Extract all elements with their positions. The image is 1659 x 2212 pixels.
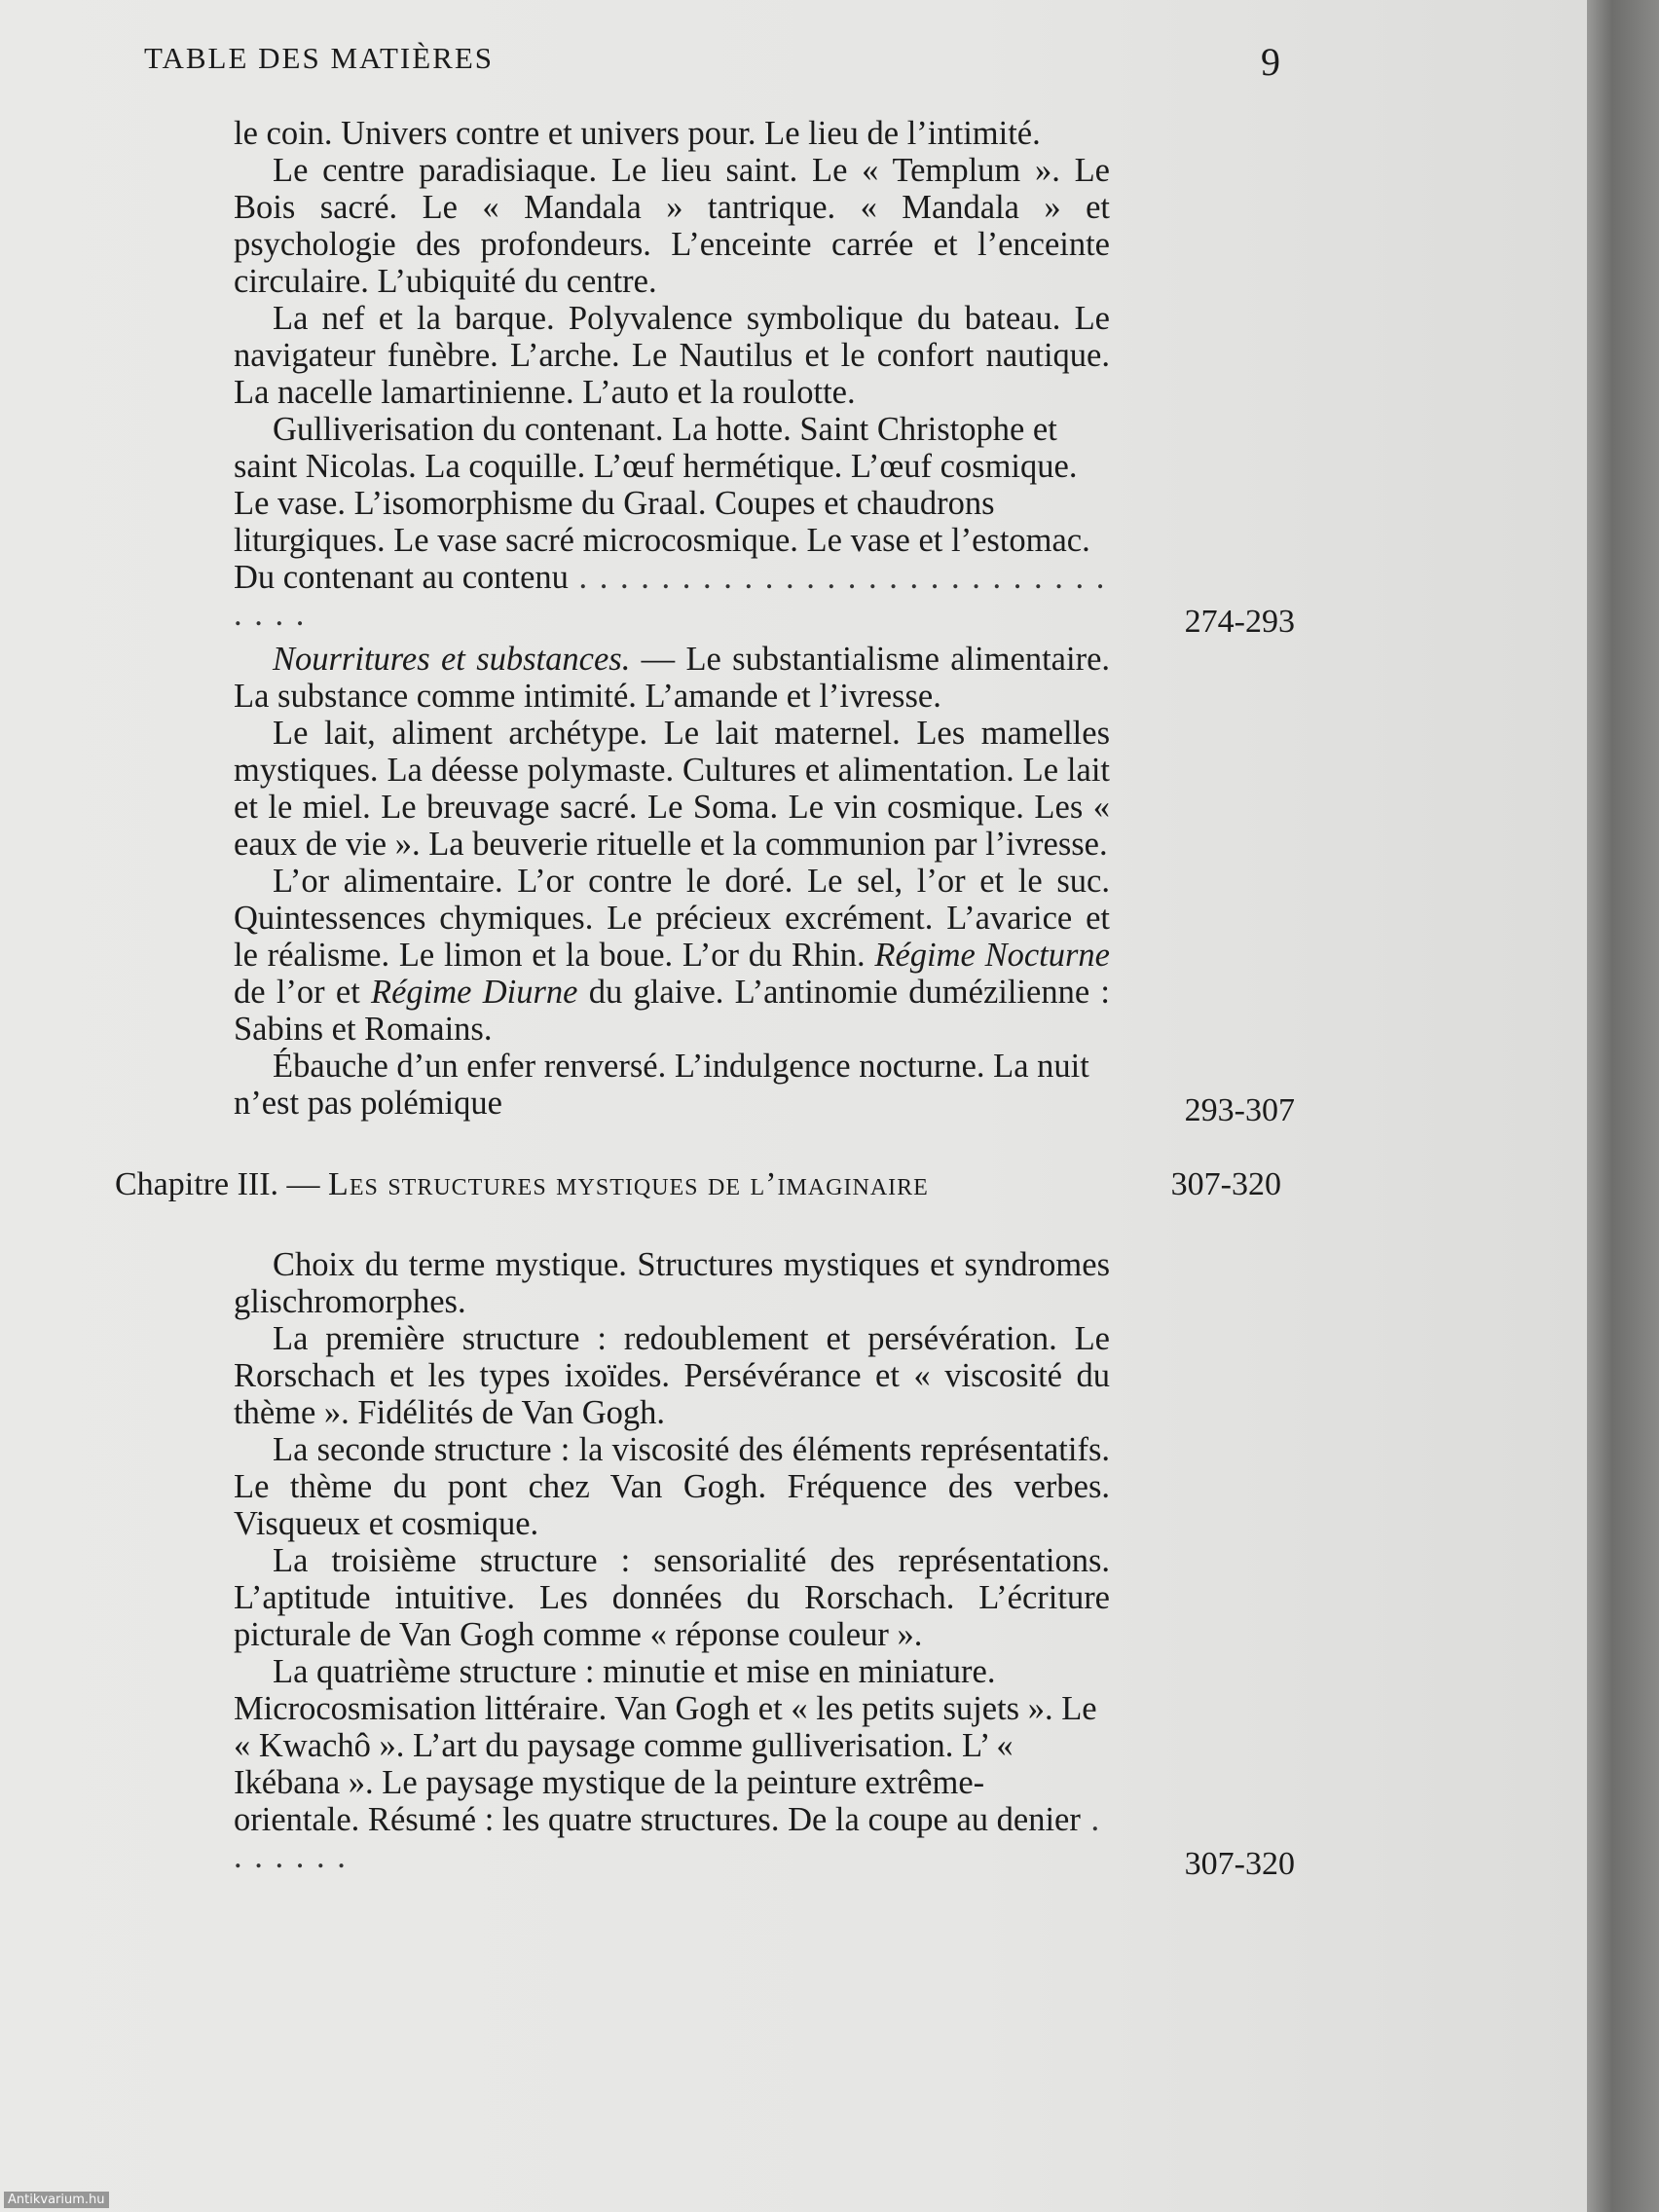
chapter-label: Chapitre III. — [115,1166,329,1202]
table-of-contents [115,115,1295,1882]
italic-term: Régime Nocturne [874,937,1110,974]
page-reference: 307-320 [1184,1846,1295,1882]
page-number: 9 [1261,40,1280,84]
chapter-heading [115,1166,1283,1203]
toc-text: L’or alimentaire. L’or contre le doré. Le sel, l’or et le suc. Quintessences chymiques. Le précieux excrément. L’avarice et le réalisme. Le limon et la boue. L’or du Rhin. [234,863,1110,974]
toc-text: — Le substantialisme alimentaire. La substance comme intimité. L’amande et l’ivresse. [234,641,1111,715]
toc-paragraph: Ébauche d’un enfer renversé. L’indulgence nocturne. La nuit n’est pas polémique [234,1048,1089,1122]
toc-text: du glaive. L’antinomie dumézilienne : Sabins et Romains. [234,974,1110,1048]
toc-entry-contenant [234,115,1295,640]
chapter-page-reference: 307-320 [1170,1166,1281,1202]
toc-paragraph: le coin. Univers contre et univers pour. Le lieu de l’intimité. [234,115,1041,152]
toc-paragraph [234,863,1110,1048]
toc-paragraph: Le lait, aliment archétype. Le lait maternel. Les mamelles mystiques. La déesse polymaste. Cultures et alimentation. Le lait et le miel. Le breuvage sacré. Le Soma. Le vin cosmique. Les « eaux de vie ». La beuverie rituelle et la communion par l’ivresse. [234,715,1110,863]
page-edge-shadow [1587,0,1659,2212]
toc-paragraph: La nef et la barque. Polyvalence symbolique du bateau. Le navigateur funèbre. L’arche. Le Nautilus et le confort nautique. La nacelle lamartinienne. L’auto et la roulotte. [234,300,1110,411]
toc-entry-structures [234,1246,1295,1882]
toc-paragraph [234,641,1110,715]
section-title: Nourritures et substances. [273,641,631,678]
toc-paragraph [234,411,1110,633]
dot-leader: . . . . . . . [234,1801,1102,1875]
toc-entry-nourritures [234,641,1295,1128]
toc-paragraph: Le centre paradisiaque. Le lieu saint. Le « Templum ». Le Bois sacré. Le « Mandala » tantrique. « Mandala » et psychologie des profondeurs. L’enceinte carrée et l’enceinte circulaire. L’ubiquité du centre. [234,152,1110,300]
running-title: TABLE DES MATIÈRES [144,41,495,75]
toc-paragraph: Choix du terme mystique. Structures mystiques et syndromes glischromorphes. [234,1246,1110,1320]
page-header [144,40,1280,84]
toc-paragraph: La première structure : redoublement et persévération. Le Rorschach et les types ixoïdes. Persévérance et « viscosité du thème ». Fidélités de Van Gogh. [234,1320,1110,1431]
dot-leader: . . . . . . . . . . . . . . . . . . . . . . . . . . . . . . [234,559,1107,633]
italic-term: Régime Diurne [371,974,578,1011]
watermark: Antikvarium.hu [4,2192,109,2208]
page-reference: 293-307 [1184,1092,1295,1128]
toc-text: La quatrième structure : minutie et mise en miniature. Microcosmisation littéraire. Van Gogh et « les petits sujets ». Le « Kwachô ». L’art du paysage comme gulliverisation. L’ « Ikébana ». Le paysage mystique de la peinture extrême-orientale. Résumé : les quatre structures. De la coupe au denier [234,1653,1097,1838]
chapter-title: Les structures mystiques de l’imaginaire [328,1166,929,1202]
toc-paragraph: La seconde structure : la viscosité des éléments représentatifs. Le thème du pont chez Van Gogh. Fréquence des verbes. Visqueux et cosmique. [234,1431,1110,1542]
toc-paragraph [234,1653,1110,1875]
page-reference: 274-293 [1184,604,1295,640]
toc-text: Gulliverisation du contenant. La hotte. Saint Christophe et saint Nicolas. La coquille. L’œuf hermétique. L’œuf cosmique. Le vase. L’isomorphisme du Graal. Coupes et chaudrons liturgiques. Le vase sacré microcosmique. Le vase et l’estomac. Du contenant au contenu [234,411,1090,596]
toc-text: de l’or et [234,974,372,1011]
toc-paragraph: La troisième structure : sensorialité des représentations. L’aptitude intuitive. Les données du Rorschach. L’écriture picturale de Van Gogh comme « réponse couleur ». [234,1542,1110,1653]
